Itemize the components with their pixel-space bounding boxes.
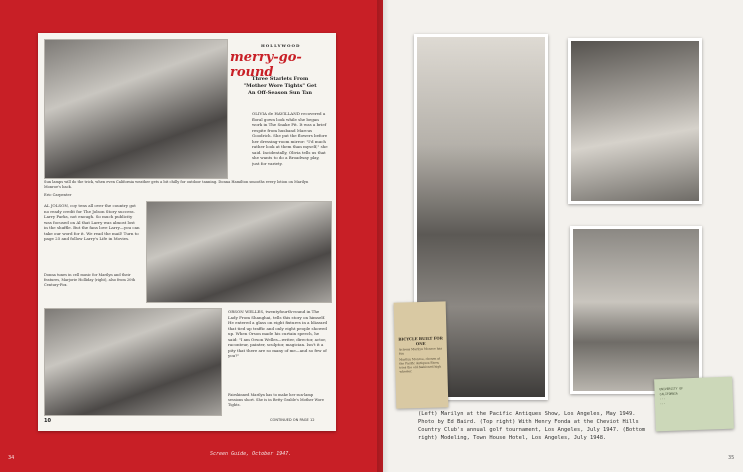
magazine-photo-sunbathing	[44, 39, 228, 179]
subtitle-line: An Off-Season Sun Tan	[247, 90, 313, 96]
bottom-photo-caption: Fairskinned Marilyn has to make her sun-lamp sessions short. She is in Betty Grable's Mother Wore Tights.	[228, 393, 324, 407]
postcard-line: UNIVERSITY OF	[659, 386, 684, 392]
jolson-paragraph: AL JOLSON, coy tens all over the country got no ready credit for The Jolson Story success. Larry Parks, not enough. So much publicity was focused on Al that Larry was almost lost in the shuffle. But the fans love Larry—you can take our word for it. We read the mail! Turn to page 25 and follow Larry's Life in Movies.	[44, 203, 140, 241]
magazine-page-number: 10	[44, 418, 51, 424]
subtitle-line: "Mother Wore Tights" Get	[243, 83, 317, 89]
photo-golf	[568, 38, 702, 204]
golf-photo-image	[571, 41, 699, 201]
clipping-headline: BICYCLE BUILT FOR ONE	[398, 335, 443, 347]
postcard	[654, 377, 734, 432]
section-label: HOLLYWOOD	[261, 43, 301, 48]
clipping-body: Marilyn Monroe, chosen at the Pacific Antiques Show, tries the old-fashioned high wheeler.	[399, 356, 442, 374]
postcard-line: ...	[659, 396, 666, 401]
olivia-paragraph: OLIVIA de HAVILLAND recovered a floral gown look while she began work in The Snake Pit. It was a brief respite from husband Marcus Goodrich. She put the flowers before her dressing-room mirror: "I'd much rather look at them than myself," she said. Incidentally, Olivia tells us that she wants to do a Broadway play, just for variety.	[252, 111, 328, 166]
postcard-line: CALIFORNIA	[659, 391, 678, 396]
magazine-page	[38, 33, 336, 431]
right-page-number: 35	[728, 455, 735, 461]
magazine-photo-closeup	[44, 308, 222, 416]
subtitle-line: Three Starlets From	[251, 76, 309, 82]
book-gutter	[377, 0, 389, 472]
continued-note: CONTINUED ON PAGE 12	[270, 418, 315, 422]
newspaper-clipping	[394, 301, 449, 408]
clipping-subhead: Actress Marilyn Monroe has fun	[398, 346, 443, 356]
source-caption: Screen Guide, October 1947.	[210, 451, 292, 457]
tennis-photo-image	[573, 229, 699, 391]
welles-paragraph: ORSON WELLES, twentyfourth-round in The Lady From Shanghai, tells this story on himself. He entered a glass on eight fixtures in a blizzard that tied up traffic and only eight people showed up. When Orson made his curtain speech, he said: "I am Orson Welles—writer, director, actor, raconteur, painter, sculptor, magician. Isn't it a pity that there are so many of me—and so few of you?"	[228, 309, 328, 358]
left-page-number: 34	[8, 455, 15, 461]
right-page-caption: (Left) Marilyn at the Pacific Antiques Show, Los Angeles, May 1949. Photo by Ed Baird. (Top right) With Henry Fonda at the Cheviot Hills Country Club's annual golf tournament, Los Angeles, July 1947. (Bottom right) Modeling, Town House Hotel, Los Angeles, July 1948.	[418, 411, 646, 441]
photo-tennis	[570, 226, 702, 394]
top-photo-caption: Sun lamps will do the trick, when even California weather gets a bit chilly for outdoor tanning. Donna Hamilton smooths every lotion on Marilyn Monroe's back.	[44, 180, 309, 189]
magazine-title: merry-go-round	[230, 50, 302, 80]
middle-photo-caption: Donna tunes in cell music for Marilyn and their features, Marjorie Holliday (right), also from 20th Century-Fox.	[44, 273, 136, 287]
photo-credit: Eric Carpenter	[44, 193, 72, 197]
postcard-line: ...	[659, 400, 666, 405]
magazine-photo-three-starlets	[146, 201, 332, 303]
magazine-subtitle	[231, 76, 329, 97]
